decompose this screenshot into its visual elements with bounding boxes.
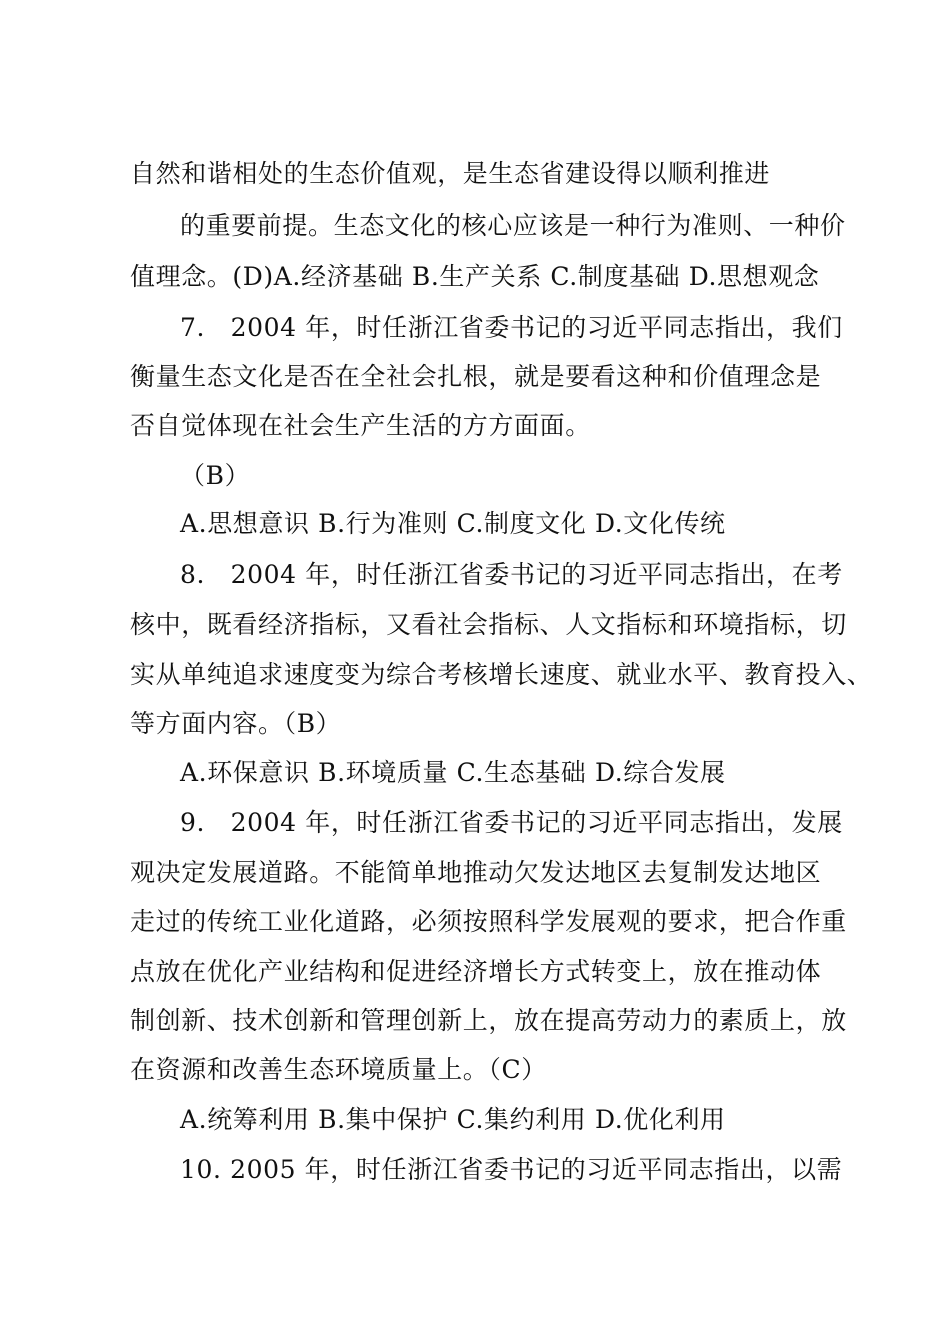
text-line-9: 8. 2004 年，时任浙江省委书记的习近平同志指出，在考 <box>180 560 843 589</box>
text-line-10: 核中，既看经济指标，又看社会指标、人文指标和环境指标，切 <box>130 610 847 639</box>
text-line-8: A.思想意识 B.行为准则 C.制度文化 D.文化传统 <box>180 509 726 538</box>
text-line-18: 制创新、技术创新和管理创新上，放在提高劳动力的素质上，放 <box>130 1006 847 1035</box>
text-line-20: A.统筹利用 B.集中保护 C.集约利用 D.优化利用 <box>180 1105 726 1134</box>
text-line-3: 值理念。(D)A.经济基础 B.生产关系 C.制度基础 D.思想观念 <box>130 262 820 291</box>
text-line-14: 9. 2004 年，时任浙江省委书记的习近平同志指出，发展 <box>180 808 843 837</box>
text-line-1: 自然和谐相处的生态价值观，是生态省建设得以顺利推进 <box>130 159 771 188</box>
text-line-21: 10. 2005 年，时任浙江省委书记的习近平同志指出，以需 <box>180 1155 843 1184</box>
text-line-11: 实从单纯追求速度变为综合考核增长速度、就业水平、教育投入、 <box>130 660 873 689</box>
text-line-4: 7. 2004 年，时任浙江省委书记的习近平同志指出，我们 <box>180 313 843 342</box>
text-line-5: 衡量生态文化是否在全社会扎根，就是要看这种和价值理念是 <box>130 362 822 391</box>
text-line-7: （B） <box>180 461 251 490</box>
text-line-2: 的重要前提。生态文化的核心应该是一种行为准则、一种价 <box>180 211 846 240</box>
text-line-16: 走过的传统工业化道路，必须按照科学发展观的要求，把合作重 <box>130 907 847 936</box>
text-line-12: 等方面内容。（B） <box>130 709 342 738</box>
text-line-19: 在资源和改善生态环境质量上。（C） <box>130 1055 547 1084</box>
text-line-17: 点放在优化产业结构和促进经济增长方式转变上，放在推动体 <box>130 957 822 986</box>
text-line-15: 观决定发展道路。不能简单地推动欠发达地区去复制发达地区 <box>130 858 822 887</box>
text-line-6: 否自觉体现在社会生产生活的方方面面。 <box>130 411 591 440</box>
text-line-13: A.环保意识 B.环境质量 C.生态基础 D.综合发展 <box>180 758 726 787</box>
